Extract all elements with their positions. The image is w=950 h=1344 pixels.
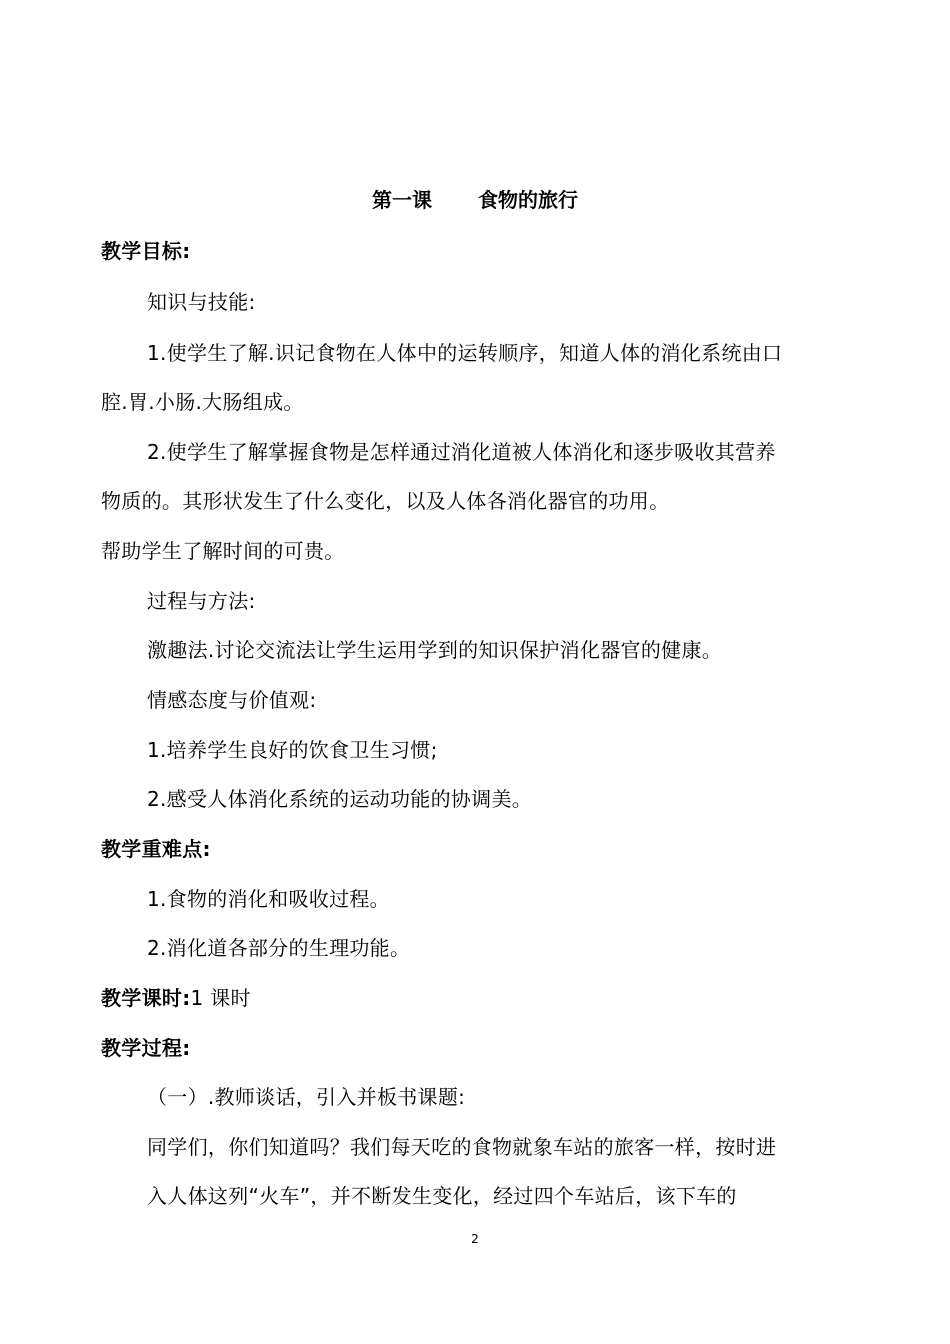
knowledge-item-2-line-1: 2.使学生了解掌握食物是怎样通过消化道被人体消化和逐步吸收其营养 (147, 440, 776, 464)
lesson-name: 食物的旅行 (478, 188, 578, 212)
teacher-talk-line-2: 入人体这列“火车”，并不断发生变化，经过四个车站后，该下车的 (147, 1184, 737, 1208)
procedure-step-1: （一）.教师谈话，引入并板书课题: (147, 1085, 466, 1109)
lesson-title (0, 186, 950, 214)
emotion-item-2: 2.感受人体消化系统的运动功能的协调美。 (147, 787, 533, 811)
teacher-talk-line-1: 同学们，你们知道吗？我们每天吃的食物就象车站的旅客一样，按时进 (147, 1135, 777, 1159)
class-hours (101, 984, 251, 1012)
key-point-2: 2.消化道各部分的生理功能。 (147, 936, 411, 960)
page-number: 2 (471, 1232, 479, 1246)
knowledge-item-3: 帮助学生了解时间的可贵。 (101, 539, 345, 563)
knowledge-item-1-line-2: 腔.胃.小肠.大肠组成。 (101, 390, 304, 414)
class-hours-label: 教学课时: (101, 986, 191, 1010)
key-points-heading: 教学重难点: (101, 837, 211, 861)
knowledge-heading: 知识与技能: (147, 290, 256, 314)
knowledge-item-1-line-1: 1.使学生了解.识记食物在人体中的运转顺序，知道人体的消化系统由口 (147, 341, 783, 365)
emotion-heading: 情感态度与价值观: (147, 688, 317, 712)
lesson-number: 第一课 (372, 188, 432, 212)
process-text: 激趣法.讨论交流法让学生运用学到的知识保护消化器官的健康。 (147, 638, 723, 662)
class-hours-value: 1 课时 (190, 986, 251, 1010)
procedure-heading: 教学过程: (101, 1036, 191, 1060)
process-heading: 过程与方法: (147, 589, 256, 613)
emotion-item-1: 1.培养学生良好的饮食卫生习惯; (147, 738, 438, 762)
knowledge-item-2-line-2: 物质的。其形状发生了什么变化，以及人体各消化器官的功用。 (101, 489, 670, 513)
key-point-1: 1.食物的消化和吸收过程。 (147, 887, 390, 911)
objectives-heading: 教学目标: (101, 239, 191, 263)
